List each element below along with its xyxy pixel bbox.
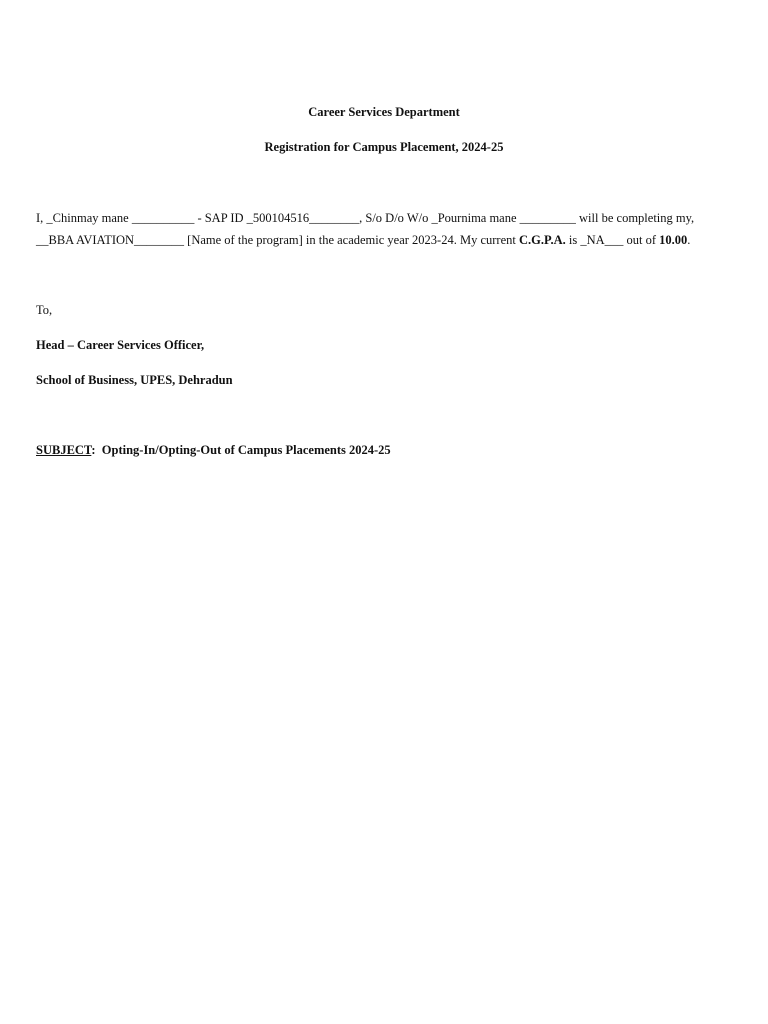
declaration-line-2: [36, 229, 736, 251]
declaration-program-text: __BBA AVIATION________ [Name of the program] in the academic year 2023-24. My current: [36, 233, 519, 247]
department-heading: Career Services Department: [308, 105, 460, 119]
subject-separator: :: [91, 443, 102, 457]
declaration-line-1: I, _Chinmay mane __________ - SAP ID _500104516________, S/o D/o W/o _Pournima mane _________ will be completing my,: [36, 211, 695, 225]
subject-line: [36, 443, 391, 458]
declaration-paragraph: [36, 207, 736, 251]
cgpa-value-text: is _NA___ out of: [565, 233, 660, 247]
address-school: School of Business, UPES, Dehradun: [36, 373, 233, 387]
address-to: To,: [36, 303, 53, 317]
subject-label: SUBJECT: [36, 443, 92, 457]
subject-text: Opting-In/Opting-Out of Campus Placements 2024-25: [101, 443, 391, 457]
cgpa-max: 10.00: [659, 233, 688, 247]
cgpa-label: C.G.P.A.: [518, 233, 566, 247]
registration-heading: Registration for Campus Placement, 2024-25: [264, 140, 504, 154]
declaration-end: .: [687, 233, 691, 247]
address-officer: Head – Career Services Officer,: [36, 338, 205, 352]
